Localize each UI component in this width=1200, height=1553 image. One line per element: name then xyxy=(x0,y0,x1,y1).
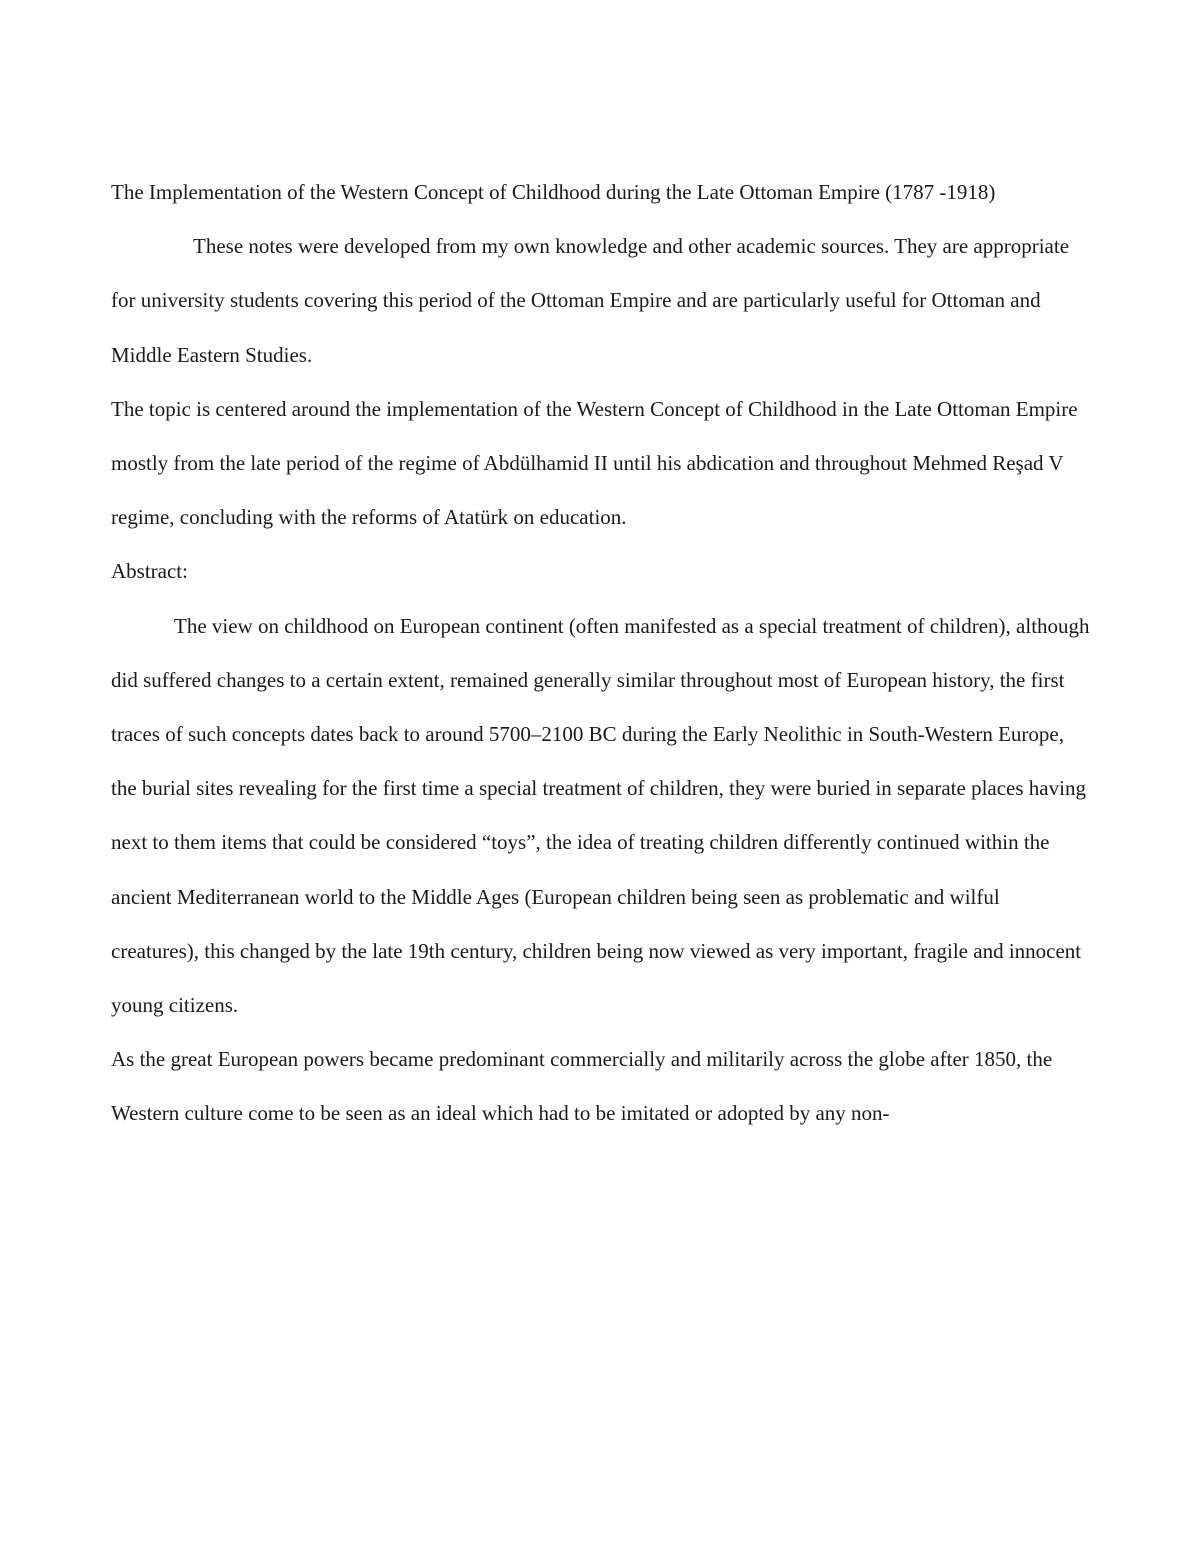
document-body xyxy=(111,165,1091,1141)
closing-paragraph: As the great European powers became predominant commercially and militarily across the globe after 1850, the Western culture come to be seen as an ideal which had to be imitated or adopted by any non- xyxy=(111,1047,1053,1126)
abstract-paragraph: The view on childhood on European continent (often manifested as a special treatment of children), although did suffered changes to a certain extent, remained generally similar throughout most of European history, the first traces of such concepts dates back to around 5700–2100 BC during the Early Neolithic in South-Western Europe, the burial sites revealing for the first time a special treatment of children, they were buried in separate places having next to them items that could be considered “toys”, the idea of treating children differently continued within the ancient Mediterranean world to the Middle Ages (European children being seen as problematic and wilful creatures), this changed by the late 19th century, children being now viewed as very important, fragile and innocent young citizens. xyxy=(111,613,1090,1018)
abstract-heading: Abstract: xyxy=(111,559,188,584)
topic-paragraph: The topic is centered around the implementation of the Western Concept of Childhood in the Late Ottoman Empire mostly from the late period of the regime of Abdülhamid II until his abdication and throughout Mehmed Reşad V regime, concluding with the reforms of Atatürk on education. xyxy=(111,396,1078,530)
document-title: The Implementation of the Western Concept of Childhood during the Late Ottoman Empire (1787 -1918) xyxy=(111,180,996,204)
intro-paragraph: These notes were developed from my own knowledge and other academic sources. They are appropriate for university students covering this period of the Ottoman Empire and are particularly useful for Ottoman and Middle Eastern Studies. xyxy=(111,234,1070,367)
